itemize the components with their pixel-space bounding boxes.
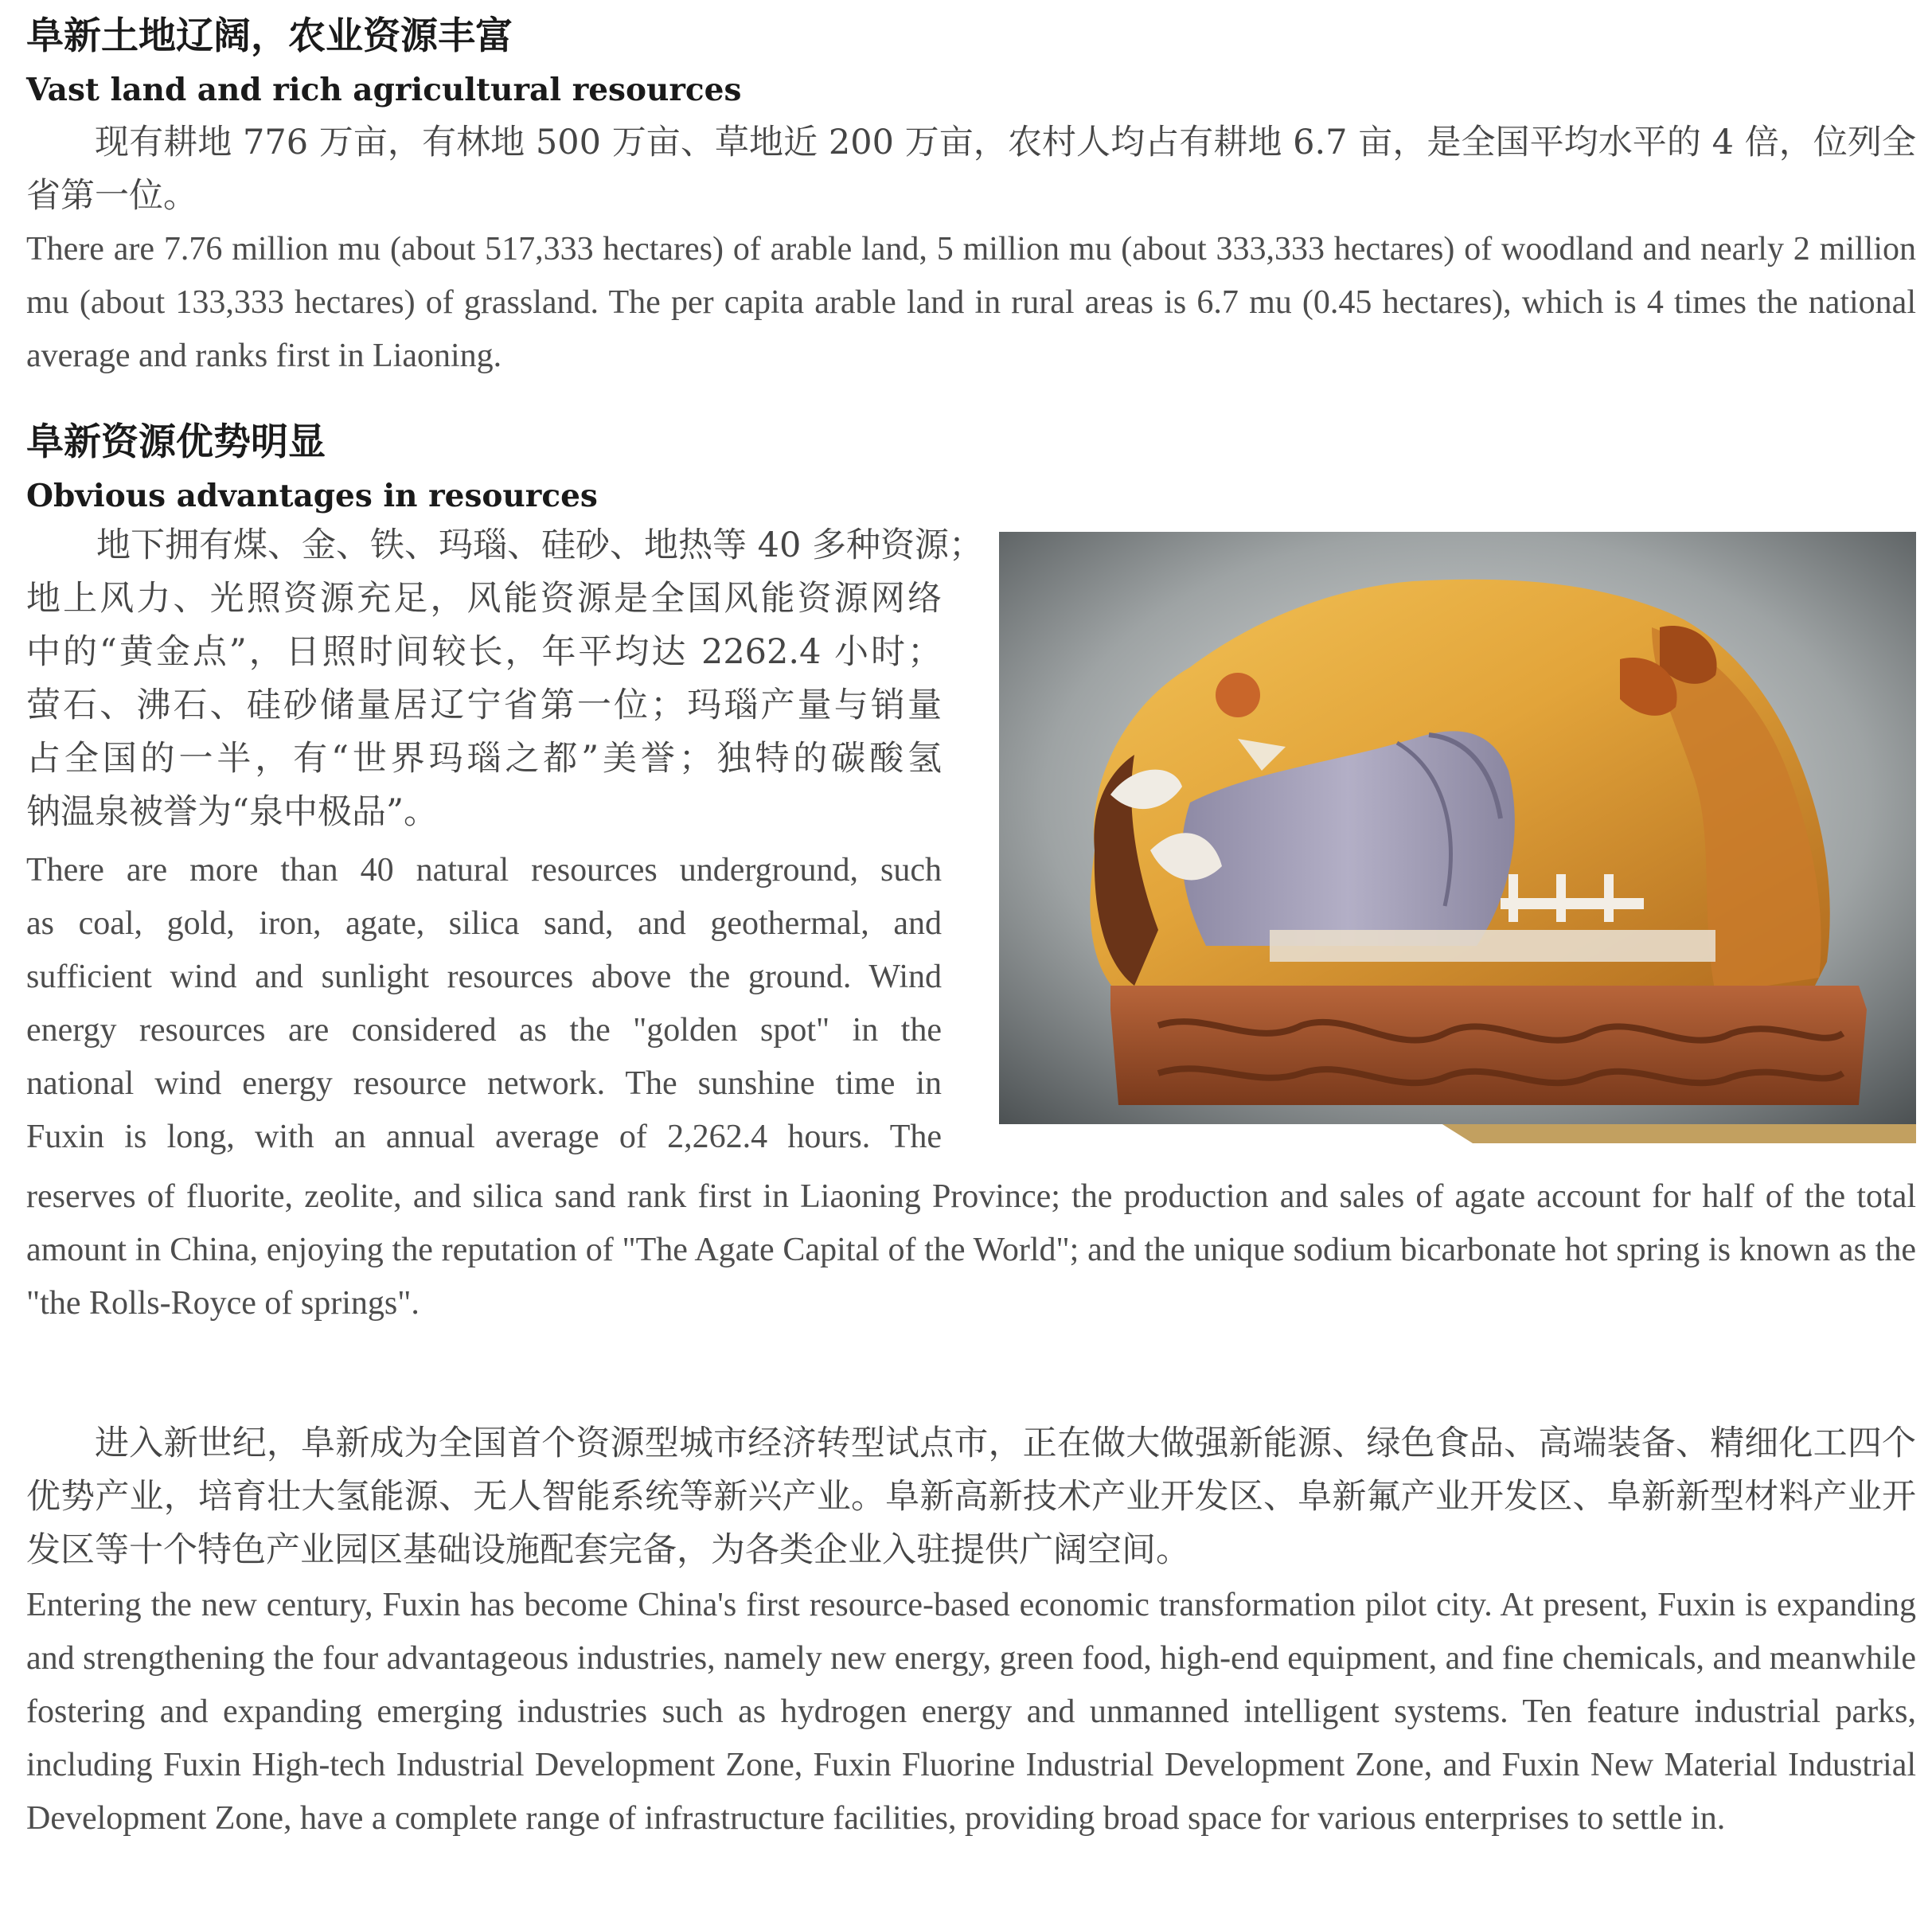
section2-cn-line: 占全国的一半，有“世界玛瑙之都”美誉；独特的碳酸氢 bbox=[26, 739, 942, 779]
section2-paragraph-en-continued: reserves of fluorite, zeolite, and silica sand rank first in Liaoning Province; the production and sales of agate account for half of the total amount in China, enjoying the reputation of "The Agate Capital of the World"; and the unique sodium bicarbonate hot spring is known as the "the Rolls-Royce of springs". bbox=[26, 1178, 1916, 1322]
section2-heading-en: Obvious advantages in resources bbox=[26, 478, 598, 514]
section2-cn-line: 地上风力、光照资源充足，风能资源是全国风能资源网络 bbox=[26, 579, 942, 619]
section2-en-line: national wind energy resource network. The sunshine time in bbox=[26, 1065, 942, 1102]
section2-en-line: sufficient wind and sunlight resources above the ground. Wind bbox=[26, 959, 942, 995]
section2-cn-line: 钠温泉被誉为“泉中极品”。 bbox=[26, 792, 438, 832]
section2-en-line: as coal, gold, iron, agate, silica sand, and geothermal, and bbox=[26, 905, 942, 942]
agate-carving-image bbox=[999, 532, 1916, 1143]
section2-en-line: Fuxin is long, with an annual average of 2,262.4 hours. The bbox=[26, 1119, 942, 1155]
section3-paragraph-en: Entering the new century, Fuxin has become China's first resource-based economic transformation pilot city. At present, Fuxin is expanding and strengthening the four advantageous industries, namely new energy, green food, high-end equipment, and fine chemicals, and meanwhile fostering and expanding emerging industries such as hydrogen energy and unmanned intelligent systems. Ten feature industrial parks, including Fuxin High-tech Industrial Development Zone, Fuxin Fluorine Industrial Development Zone, and Fuxin New Material Industrial Development Zone, have a complete range of infrastructure facilities, providing broad space for various enterprises to settle in. bbox=[26, 1587, 1916, 1837]
section1-heading-cn: 阜新土地辽阔，农业资源丰富 bbox=[26, 14, 513, 58]
section1-paragraph-cn: 现有耕地 776 万亩，有林地 500 万亩、草地近 200 万亩，农村人均占有耕地 6.7 亩，是全国平均水平的 4 倍，位列全省第一位。 bbox=[26, 123, 1916, 216]
section2-en-line: There are more than 40 natural resources underground, such bbox=[26, 852, 942, 889]
section2-paragraph-cn bbox=[26, 519, 984, 839]
section2-cn-line: 地下拥有煤、金、铁、玛瑙、硅砂、地热等 40 多种资源； bbox=[96, 525, 984, 565]
section2-paragraph-en bbox=[26, 844, 942, 1164]
section2-cn-line: 中的“黄金点”，日照时间较长，年平均达 2262.4 小时； bbox=[26, 632, 942, 672]
section2-en-line: energy resources are considered as the "golden spot" in the bbox=[26, 1012, 942, 1049]
section2-cn-line: 萤石、沸石、硅砂储量居辽宁省第一位；玛瑙产量与销量 bbox=[26, 685, 942, 725]
section1-paragraph-en: There are 7.76 million mu (about 517,333 hectares) of arable land, 5 million mu (about 333,333 hectares) of woodland and nearly 2 million mu (about 133,333 hectares) of grassland. The per capita arable land in rural areas is 6.7 mu (0.45 hectares), which is 4 times the national average and ranks first in Liaoning. bbox=[26, 231, 1916, 374]
section3-paragraph-cn: 进入新世纪，阜新成为全国首个资源型城市经济转型试点市，正在做大做强新能源、绿色食品、高端装备、精细化工四个优势产业，培育壮大氢能源、无人智能系统等新兴产业。阜新高新技术产业开发区、阜新氟产业开发区、阜新新型材料产业开发区等十个特色产业园区基础设施配套完备，为各类企业入驻提供广阔空间。 bbox=[26, 1424, 1916, 1570]
section1-heading-en: Vast land and rich agricultural resources bbox=[26, 72, 742, 108]
section2-heading-cn: 阜新资源优势明显 bbox=[26, 420, 326, 464]
